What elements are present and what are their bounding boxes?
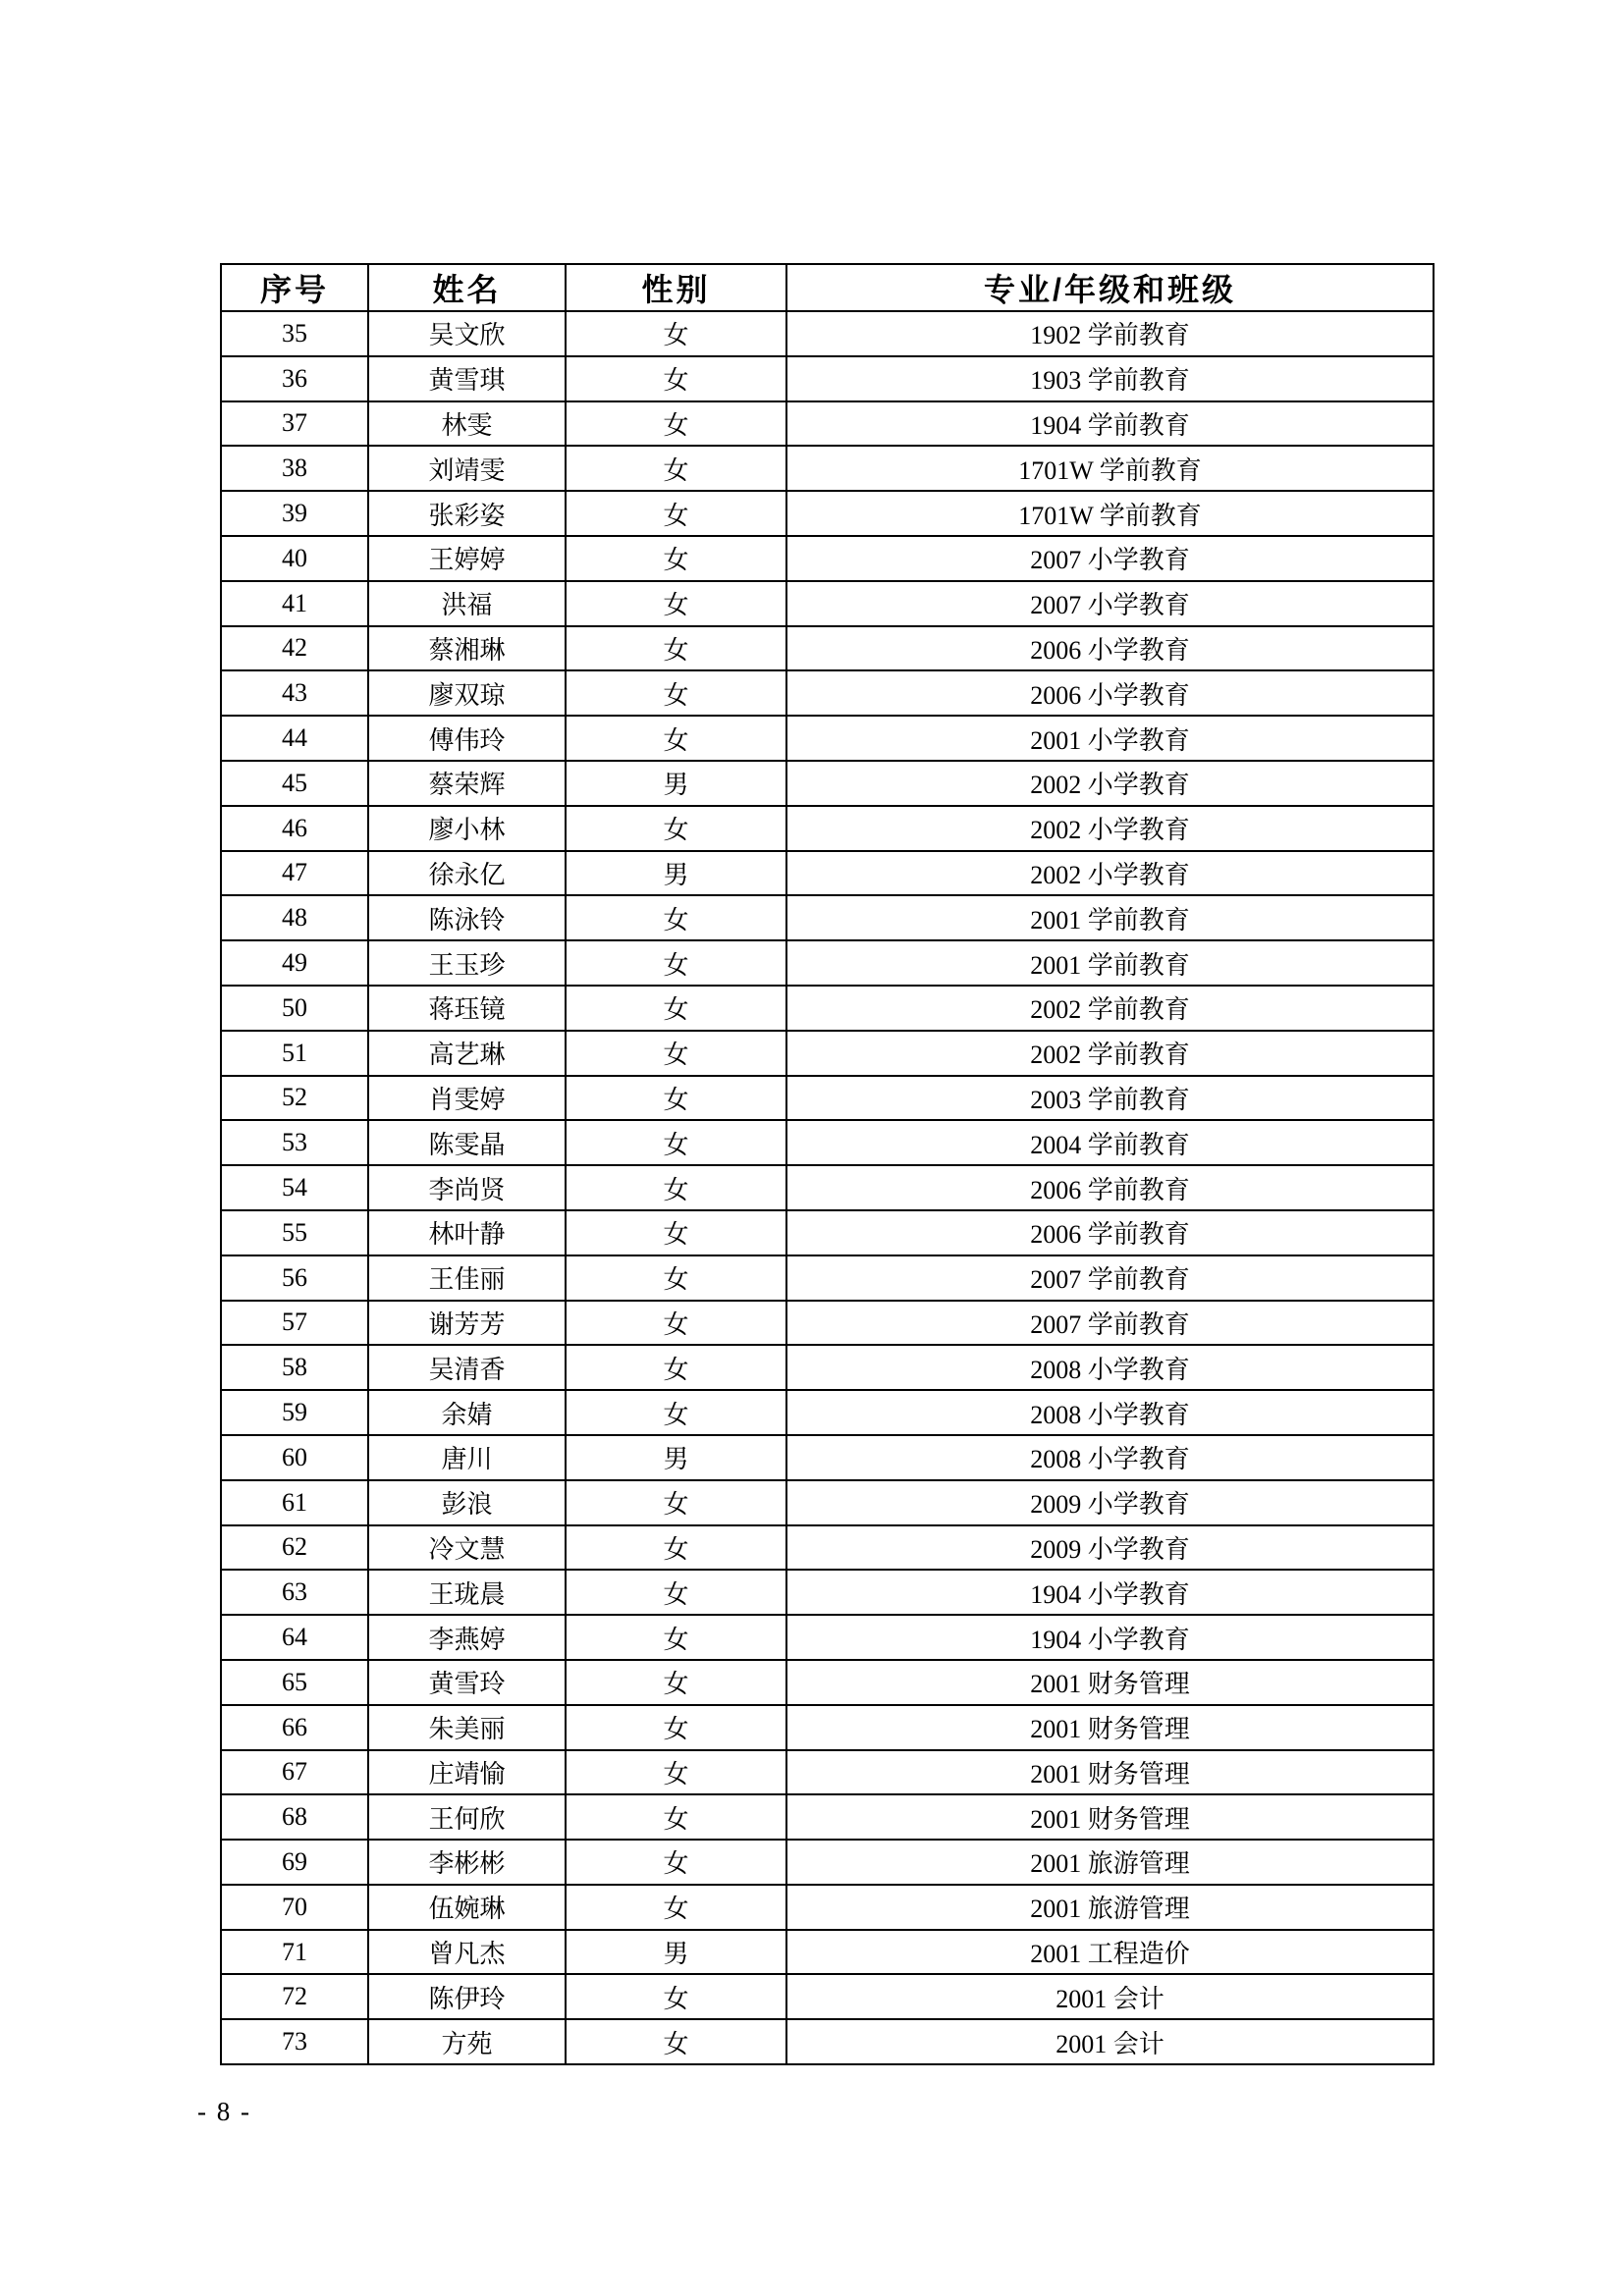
cell-class: 2009 小学教育	[786, 1525, 1434, 1571]
cell-class: 2001 财务管理	[786, 1750, 1434, 1795]
table-row	[221, 761, 1434, 806]
cell-gender: 女	[566, 446, 786, 491]
table-row	[221, 1120, 1434, 1165]
cell-gender: 女	[566, 626, 786, 671]
cell-no: 73	[221, 2019, 368, 2064]
cell-no: 35	[221, 311, 368, 356]
cell-class: 2008 小学教育	[786, 1435, 1434, 1480]
cell-class: 2001 旅游管理	[786, 1885, 1434, 1930]
cell-name: 蒋珏镜	[368, 986, 566, 1031]
cell-no: 49	[221, 940, 368, 986]
table-row	[221, 1255, 1434, 1301]
header-cell-name: 姓名	[368, 264, 566, 311]
cell-no: 41	[221, 581, 368, 626]
cell-gender: 女	[566, 1615, 786, 1660]
cell-name: 廖双琼	[368, 670, 566, 716]
table-row	[221, 1570, 1434, 1615]
cell-gender: 女	[566, 895, 786, 940]
cell-class: 2001 财务管理	[786, 1705, 1434, 1750]
header-cell-class: 专业/年级和班级	[786, 264, 1434, 311]
cell-class: 2001 会计	[786, 1974, 1434, 2019]
cell-no: 44	[221, 716, 368, 761]
table-row	[221, 2019, 1434, 2064]
cell-class: 2007 小学教育	[786, 536, 1434, 581]
cell-class: 1902 学前教育	[786, 311, 1434, 356]
cell-no: 38	[221, 446, 368, 491]
cell-name: 王佳丽	[368, 1255, 566, 1301]
cell-gender: 女	[566, 1301, 786, 1346]
cell-class: 2001 旅游管理	[786, 1840, 1434, 1885]
table-body	[221, 311, 1434, 2064]
cell-gender: 女	[566, 1031, 786, 1076]
table-row	[221, 1930, 1434, 1975]
cell-name: 吴文欣	[368, 311, 566, 356]
header-row	[221, 264, 1434, 311]
cell-gender: 女	[566, 670, 786, 716]
cell-no: 43	[221, 670, 368, 716]
table-row	[221, 986, 1434, 1031]
table-row	[221, 895, 1434, 940]
cell-class: 2001 财务管理	[786, 1660, 1434, 1705]
cell-gender: 女	[566, 1660, 786, 1705]
cell-name: 黄雪琪	[368, 356, 566, 401]
cell-no: 58	[221, 1345, 368, 1390]
cell-no: 39	[221, 491, 368, 536]
cell-no: 60	[221, 1435, 368, 1480]
cell-class: 2002 小学教育	[786, 806, 1434, 851]
cell-name: 吴清香	[368, 1345, 566, 1390]
cell-no: 48	[221, 895, 368, 940]
cell-name: 蔡湘琳	[368, 626, 566, 671]
cell-class: 2007 学前教育	[786, 1301, 1434, 1346]
cell-no: 65	[221, 1660, 368, 1705]
table-row	[221, 1165, 1434, 1210]
cell-name: 余婧	[368, 1390, 566, 1435]
cell-gender: 女	[566, 1480, 786, 1525]
cell-name: 王玉珍	[368, 940, 566, 986]
cell-class: 1904 小学教育	[786, 1570, 1434, 1615]
cell-class: 2001 学前教育	[786, 895, 1434, 940]
cell-name: 陈泳铃	[368, 895, 566, 940]
cell-name: 庄靖愉	[368, 1750, 566, 1795]
cell-no: 46	[221, 806, 368, 851]
student-roster-table	[220, 263, 1435, 2065]
cell-class: 2001 工程造价	[786, 1930, 1434, 1975]
cell-no: 68	[221, 1794, 368, 1840]
cell-class: 1701W 学前教育	[786, 491, 1434, 536]
cell-gender: 女	[566, 1794, 786, 1840]
table-row	[221, 1840, 1434, 1885]
cell-no: 51	[221, 1031, 368, 1076]
table-row	[221, 1615, 1434, 1660]
cell-gender: 女	[566, 1255, 786, 1301]
table-row	[221, 851, 1434, 896]
table-row	[221, 356, 1434, 401]
cell-name: 张彩姿	[368, 491, 566, 536]
cell-class: 2002 学前教育	[786, 1031, 1434, 1076]
cell-gender: 男	[566, 1435, 786, 1480]
cell-no: 42	[221, 626, 368, 671]
cell-gender: 女	[566, 1120, 786, 1165]
cell-class: 2001 学前教育	[786, 940, 1434, 986]
cell-no: 71	[221, 1930, 368, 1975]
table-row	[221, 1076, 1434, 1121]
table-row	[221, 491, 1434, 536]
cell-gender: 女	[566, 1750, 786, 1795]
cell-class: 2007 学前教育	[786, 1255, 1434, 1301]
cell-gender: 女	[566, 401, 786, 447]
cell-no: 64	[221, 1615, 368, 1660]
cell-class: 2006 小学教育	[786, 626, 1434, 671]
cell-no: 72	[221, 1974, 368, 2019]
cell-gender: 女	[566, 1974, 786, 2019]
table-row	[221, 1210, 1434, 1255]
table-row	[221, 401, 1434, 447]
cell-name: 黄雪玲	[368, 1660, 566, 1705]
cell-no: 47	[221, 851, 368, 896]
table-row	[221, 1031, 1434, 1076]
table-row	[221, 670, 1434, 716]
cell-name: 肖雯婷	[368, 1076, 566, 1121]
cell-class: 1904 小学教育	[786, 1615, 1434, 1660]
table-row	[221, 1301, 1434, 1346]
cell-name: 傅伟玲	[368, 716, 566, 761]
cell-gender: 女	[566, 1210, 786, 1255]
table-row	[221, 1660, 1434, 1705]
cell-name: 方苑	[368, 2019, 566, 2064]
cell-name: 李燕婷	[368, 1615, 566, 1660]
cell-gender: 女	[566, 1165, 786, 1210]
cell-name: 曾凡杰	[368, 1930, 566, 1975]
cell-gender: 女	[566, 1345, 786, 1390]
table-row	[221, 806, 1434, 851]
header-cell-gender: 性别	[566, 264, 786, 311]
cell-class: 2008 小学教育	[786, 1345, 1434, 1390]
cell-name: 蔡荣辉	[368, 761, 566, 806]
cell-gender: 男	[566, 1930, 786, 1975]
cell-no: 66	[221, 1705, 368, 1750]
cell-no: 54	[221, 1165, 368, 1210]
cell-class: 2002 小学教育	[786, 761, 1434, 806]
cell-name: 洪福	[368, 581, 566, 626]
cell-no: 40	[221, 536, 368, 581]
table-row	[221, 940, 1434, 986]
cell-class: 2006 学前教育	[786, 1210, 1434, 1255]
cell-gender: 女	[566, 1076, 786, 1121]
table-row	[221, 1794, 1434, 1840]
cell-name: 林雯	[368, 401, 566, 447]
cell-gender: 女	[566, 806, 786, 851]
cell-name: 陈雯晶	[368, 1120, 566, 1165]
cell-no: 70	[221, 1885, 368, 1930]
table-row	[221, 1750, 1434, 1795]
cell-name: 彭浪	[368, 1480, 566, 1525]
cell-class: 2004 学前教育	[786, 1120, 1434, 1165]
cell-gender: 男	[566, 851, 786, 896]
cell-name: 唐川	[368, 1435, 566, 1480]
cell-class: 1904 学前教育	[786, 401, 1434, 447]
table-row	[221, 1480, 1434, 1525]
cell-no: 55	[221, 1210, 368, 1255]
cell-class: 2006 学前教育	[786, 1165, 1434, 1210]
cell-class: 2009 小学教育	[786, 1480, 1434, 1525]
cell-gender: 女	[566, 2019, 786, 2064]
table-row	[221, 1390, 1434, 1435]
table-row	[221, 716, 1434, 761]
cell-class: 2001 会计	[786, 2019, 1434, 2064]
cell-name: 徐永亿	[368, 851, 566, 896]
cell-class: 2007 小学教育	[786, 581, 1434, 626]
cell-no: 67	[221, 1750, 368, 1795]
cell-no: 56	[221, 1255, 368, 1301]
cell-no: 57	[221, 1301, 368, 1346]
table-row	[221, 1435, 1434, 1480]
table-row	[221, 1974, 1434, 2019]
cell-no: 45	[221, 761, 368, 806]
cell-class: 2006 小学教育	[786, 670, 1434, 716]
cell-class: 2001 财务管理	[786, 1794, 1434, 1840]
cell-name: 刘靖雯	[368, 446, 566, 491]
cell-gender: 女	[566, 1570, 786, 1615]
cell-no: 59	[221, 1390, 368, 1435]
cell-no: 37	[221, 401, 368, 447]
cell-class: 2002 小学教育	[786, 851, 1434, 896]
cell-gender: 女	[566, 311, 786, 356]
cell-no: 63	[221, 1570, 368, 1615]
cell-no: 52	[221, 1076, 368, 1121]
cell-no: 53	[221, 1120, 368, 1165]
cell-gender: 女	[566, 1705, 786, 1750]
cell-name: 李尚贤	[368, 1165, 566, 1210]
cell-name: 廖小林	[368, 806, 566, 851]
table-row	[221, 626, 1434, 671]
cell-name: 王珑晨	[368, 1570, 566, 1615]
cell-name: 李彬彬	[368, 1840, 566, 1885]
cell-gender: 男	[566, 761, 786, 806]
table-row	[221, 1525, 1434, 1571]
cell-name: 高艺琳	[368, 1031, 566, 1076]
cell-no: 61	[221, 1480, 368, 1525]
cell-gender: 女	[566, 716, 786, 761]
cell-gender: 女	[566, 536, 786, 581]
cell-class: 1701W 学前教育	[786, 446, 1434, 491]
table-row	[221, 1885, 1434, 1930]
cell-gender: 女	[566, 491, 786, 536]
cell-name: 冷文慧	[368, 1525, 566, 1571]
cell-gender: 女	[566, 1390, 786, 1435]
cell-gender: 女	[566, 1840, 786, 1885]
cell-name: 谢芳芳	[368, 1301, 566, 1346]
table-row	[221, 311, 1434, 356]
cell-gender: 女	[566, 940, 786, 986]
cell-gender: 女	[566, 1525, 786, 1571]
cell-gender: 女	[566, 356, 786, 401]
cell-no: 36	[221, 356, 368, 401]
cell-no: 50	[221, 986, 368, 1031]
table-row	[221, 1705, 1434, 1750]
cell-name: 王何欣	[368, 1794, 566, 1840]
cell-no: 69	[221, 1840, 368, 1885]
cell-class: 2001 小学教育	[786, 716, 1434, 761]
table-row	[221, 446, 1434, 491]
cell-name: 林叶静	[368, 1210, 566, 1255]
cell-name: 朱美丽	[368, 1705, 566, 1750]
cell-class: 2002 学前教育	[786, 986, 1434, 1031]
cell-class: 2003 学前教育	[786, 1076, 1434, 1121]
cell-name: 王婷婷	[368, 536, 566, 581]
cell-gender: 女	[566, 581, 786, 626]
header-cell-no: 序号	[221, 264, 368, 311]
cell-class: 2008 小学教育	[786, 1390, 1434, 1435]
cell-name: 伍婉琳	[368, 1885, 566, 1930]
cell-gender: 女	[566, 986, 786, 1031]
table-row	[221, 581, 1434, 626]
cell-name: 陈伊玲	[368, 1974, 566, 2019]
table-row	[221, 536, 1434, 581]
cell-no: 62	[221, 1525, 368, 1571]
page-number: - 8 -	[197, 2097, 251, 2126]
cell-class: 1903 学前教育	[786, 356, 1434, 401]
table-row	[221, 1345, 1434, 1390]
cell-gender: 女	[566, 1885, 786, 1930]
